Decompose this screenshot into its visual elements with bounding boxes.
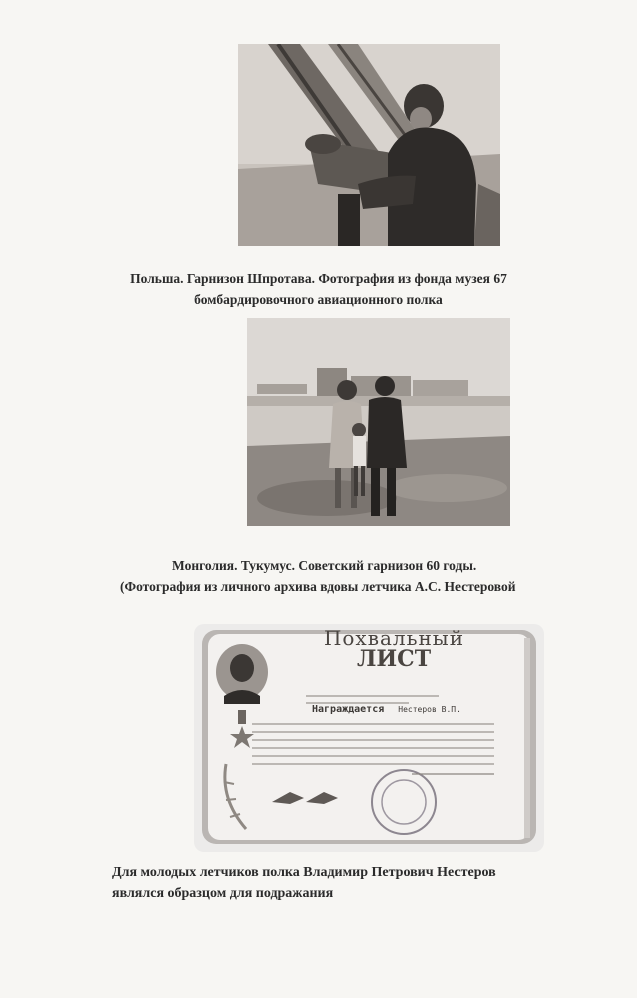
certificate-title-line2: ЛИСТ — [356, 646, 432, 672]
certificate-awardee-name: Нестеров В.П. — [398, 705, 461, 714]
caption-photo-3 — [112, 862, 496, 904]
caption-line: Для молодых летчиков полка Владимир Петрович Нестеров — [112, 865, 496, 880]
certificate-awarded-label: Награждается — [312, 704, 385, 715]
certificate-title-line1: Похвальный — [323, 626, 465, 650]
caption-line: бомбардировочного авиационного полка — [194, 292, 443, 307]
certificate-award-line — [312, 704, 461, 715]
caption-photo-1 — [0, 268, 637, 310]
certificate-title — [314, 626, 474, 672]
photo-family-garrison — [247, 318, 510, 526]
caption-line: (Фотография из личного архива вдовы летчика А.С. Нестеровой — [120, 579, 516, 594]
photo-pilot-cockpit — [238, 44, 500, 246]
caption-line: Монголия. Тукумус. Советский гарнизон 60 годы. — [172, 558, 477, 573]
caption-line: являлся образцом для подражания — [112, 886, 334, 901]
photo-certificate — [194, 624, 544, 852]
caption-line: Польша. Гарнизон Шпротава. Фотография из фонда музея 67 — [130, 271, 507, 286]
caption-photo-2 — [120, 555, 515, 597]
